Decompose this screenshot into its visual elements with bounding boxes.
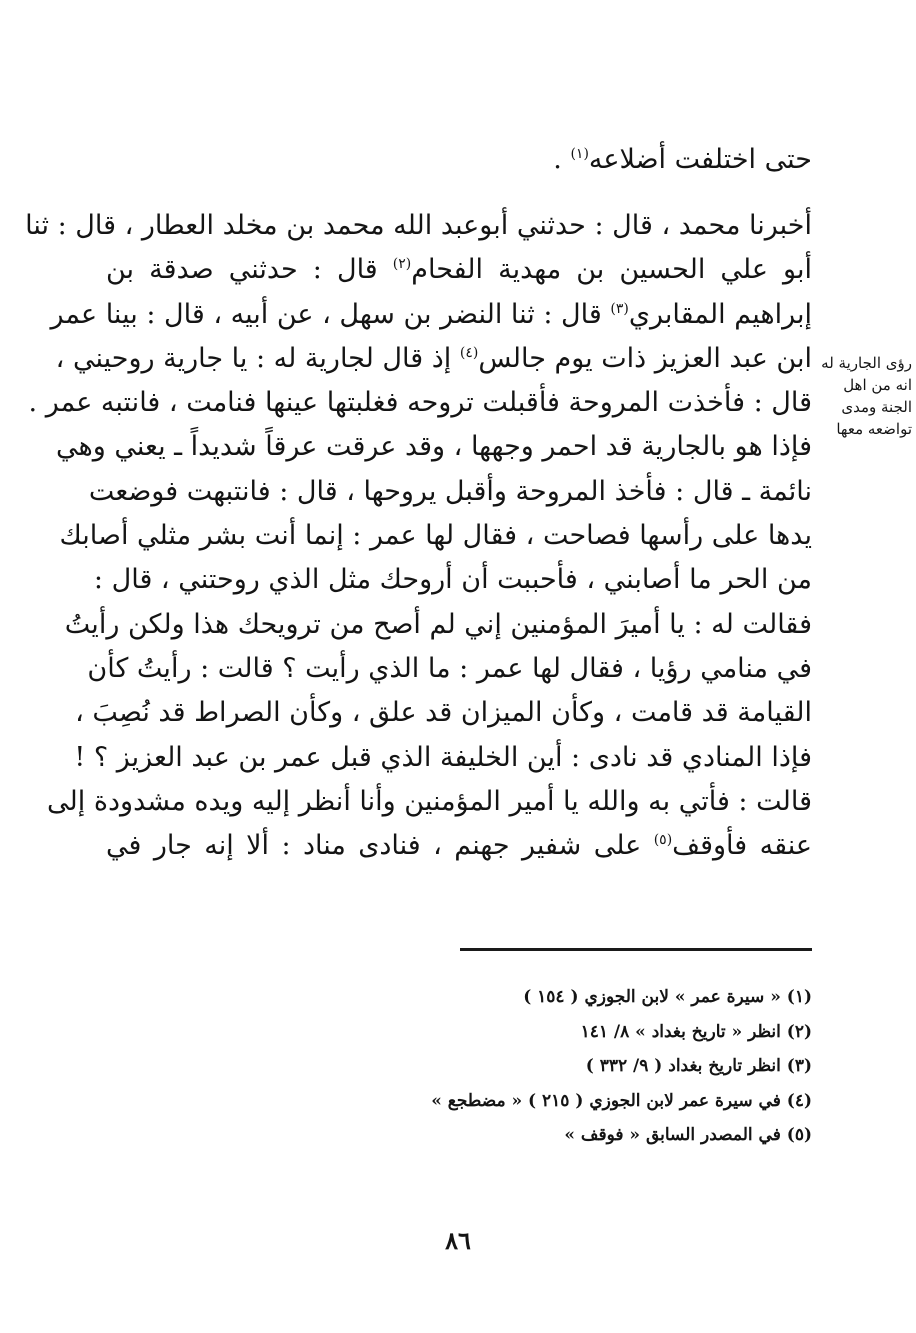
main-paragraph: [25, 204, 813, 868]
footnote-separator: [460, 948, 812, 951]
line-text: نائمة ـ قال : فأخذ المروحة وأقبل يروحها ، قال : فانتبهت فوضعت: [88, 475, 812, 507]
margin-note-line: الجنة ومدى: [841, 398, 912, 416]
text-line: [50, 293, 812, 337]
line-text: القيامة قد قامت ، وكأن الميزان قد علق ، وكأن الصراط قد نُصِبَ ،: [75, 697, 812, 729]
opening-line-tail: .: [553, 144, 571, 175]
footnote-item: (٤) في سيرة عمر لابن الجوزي ( ٢١٥ ) « مضطجع »: [431, 1090, 812, 1111]
footnote-ref-2: (٢): [392, 256, 412, 273]
margin-note-line: تواضعه معها: [836, 420, 912, 438]
text-line: [74, 736, 812, 780]
line-text: فإذا هو بالجارية قد احمر وجهها ، وقد عرقت عرقاً شديداً ـ يعني وهي: [56, 431, 812, 463]
page-number: ٨٦: [445, 1226, 471, 1255]
line-tail: على شفير جهنم ، فنادى مناد : ألا إنه جار في: [106, 830, 654, 862]
line-text: إبراهيم المقابري: [628, 298, 812, 330]
margin-note: [814, 352, 912, 440]
opening-line-text: حتى اختلفت أضلاعه: [588, 144, 812, 175]
line-tail: قال : ثنا النضر بن سهل ، عن أبيه ، قال : بينا عمر: [50, 298, 611, 330]
text-line: [87, 647, 812, 691]
line-text: فإذا المنادي قد نادى : أين الخليفة الذي قبل عمر بن عبد العزيز ؟ !: [74, 741, 812, 773]
text-line: [55, 337, 812, 381]
text-line: [56, 425, 812, 469]
margin-note-line: انه من اهل: [843, 376, 912, 394]
line-text: من الحر ما أصابني ، فأحببت أن أروحك مثل الذي روحتني ، قال :: [93, 564, 812, 596]
line-tail: إذ قال لجارية له : يا جارية روحيني ،: [55, 342, 460, 374]
text-line: [106, 824, 812, 868]
text-line: [25, 204, 812, 248]
line-text: ابن عبد العزيز ذات يوم جالس: [478, 342, 812, 374]
text-line: [28, 381, 812, 425]
text-line: [75, 691, 812, 735]
text-line: [93, 558, 812, 602]
line-text: فقالت له : يا أميرَ المؤمنين إني لم أصح من ترويحك هذا ولكن رأيتُ: [64, 608, 812, 640]
text-line: [64, 603, 812, 647]
line-text: أخبرنا محمد ، قال : حدثني أبوعبد الله محمد بن مخلد العطار ، قال : ثنا: [25, 210, 812, 241]
footnote-ref-4: (٤): [459, 344, 479, 361]
line-text: عنقه فأوقف: [672, 830, 813, 862]
footnote-item: (٥) في المصدر السابق « فوقف »: [564, 1125, 812, 1145]
line-text: في منامي رؤيا ، فقال لها عمر : ما الذي رأيت ؟ قالت : رأيتُ كأن: [87, 652, 812, 684]
margin-note-line: رؤى الجارية له: [821, 354, 912, 372]
footnote-ref-1: (١): [570, 146, 589, 162]
footnote-item: (٢) انظر « تاريخ بغداد » ٨/ ١٤١: [580, 1021, 812, 1042]
opening-line: [112, 140, 812, 180]
line-text: قال : فأخذت المروحة فأقبلت تروحه فغلبتها عينها فنامت ، فانتبه عمر .: [28, 387, 812, 419]
line-text: يدها على رأسها فصاحت ، فقال لها عمر : إنما أنت بشر مثلي أصابك: [59, 520, 812, 552]
text-line: [106, 248, 812, 292]
text-line: [88, 470, 812, 514]
line-text: قالت : فأتي به والله يا أمير المؤمنين وأنا أنظر إليه ويده مشدودة إلى: [47, 785, 812, 817]
line-text: أبو علي الحسين بن مهدية الفحام: [411, 254, 812, 286]
text-line: [47, 780, 812, 824]
line-tail: قال : حدثني صدقة بن: [106, 254, 393, 286]
footnote-ref-3: (٣): [610, 300, 629, 317]
footnote-item: (٣) انظر تاريخ بغداد ( ٩/ ٣٣٢ ): [585, 1056, 812, 1076]
footnotes: [212, 980, 812, 1153]
footnote-ref-5: (٥): [653, 832, 673, 849]
footnote-item: (١) « سيرة عمر » لابن الجوزي ( ١٥٤ ): [523, 987, 812, 1007]
text-line: [59, 514, 812, 558]
